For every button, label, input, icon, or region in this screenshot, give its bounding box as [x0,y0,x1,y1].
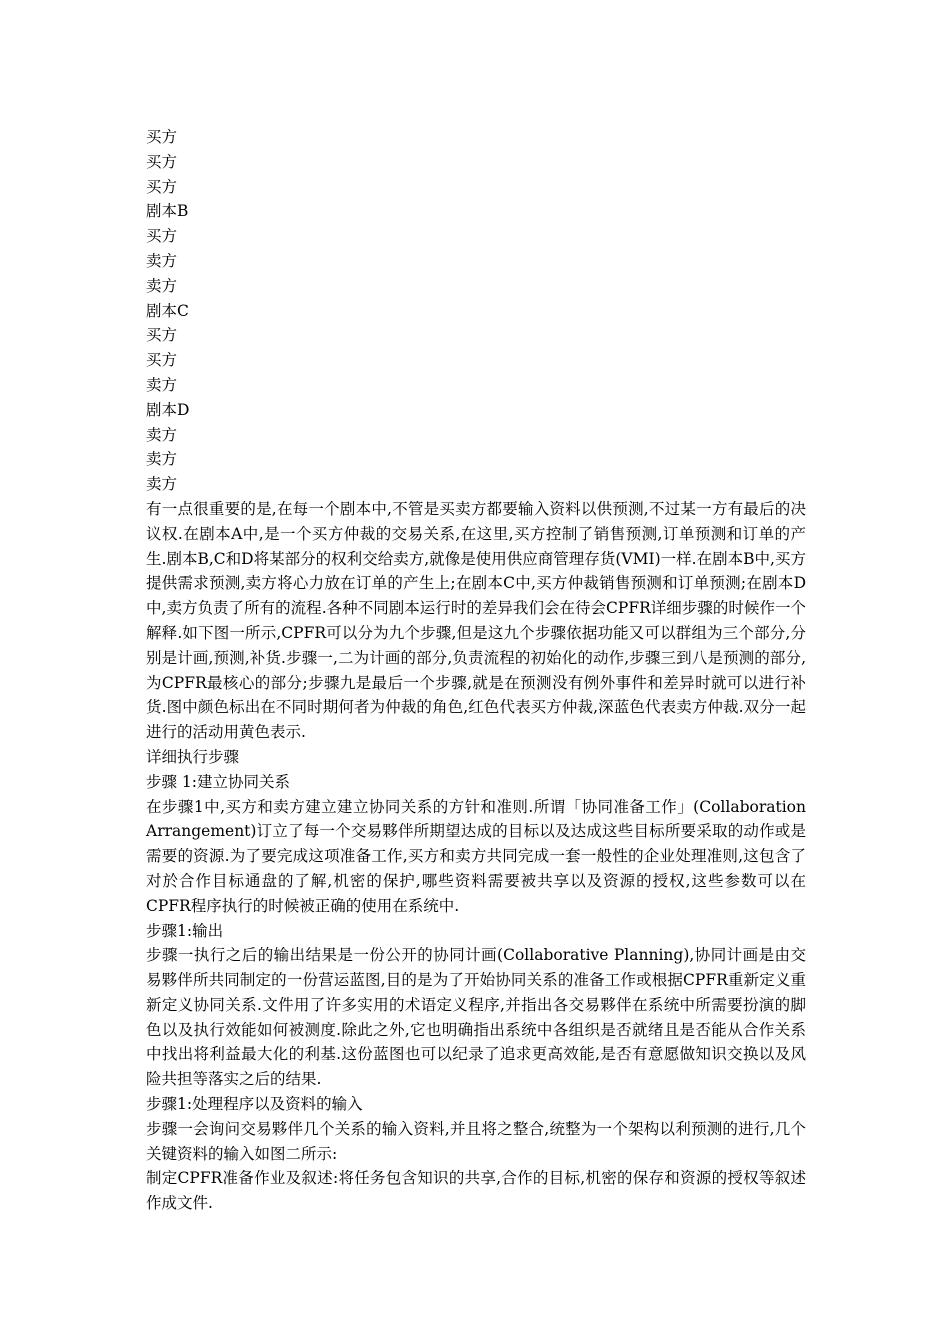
role-line: 买方 [146,351,178,370]
step1-input-paragraph: 步骤一会询问交易夥伴几个关系的输入资料,并且将之整合,统整为一个架构以利预测的进行,几个关键资料的输入如图二所示: [146,1119,806,1163]
section-title: 详细执行步骤 [146,747,240,766]
intro-paragraph: 有一点很重要的是,在每一个剧本中,不管是买卖方都要输入资料以供预测,不过某一方有最后的决议权.在剧本A中,是一个买方仲裁的交易关系,在这里,买方控制了销售预测,订单预测和订单的产生.剧本B,C和D将某部分的权利交给卖方,就像是使用供应商管理存货(VMI)一样.在剧本B中,买方提供需求预测,卖方将心力放在订单的产生上;在剧本C中,买方仲裁销售预测和订单预测;在剧本D中,卖方负责了所有的流程.各种不同剧本运行时的差异我们会在待会CPFR详细步骤的时候作一个解释.如下图一所示,CPFR可以分为九个步骤,但是这九个步骤依据功能又可以群组为三个部分,分别是计画,预测,补货.步骤一,二为计画的部分,负责流程的初始化的动作,步骤三到八是预测的部分,为CPFR最核心的部分;步骤九是最后一个步骤,就是在预测没有例外事件和差异时就可以进行补货.图中颜色标出在不同时期何者为仲裁的角色,红色代表买方仲裁,深蓝色代表卖方仲裁.双分一起进行的活动用黄色表示. [146,499,806,742]
step1-title: 步骤 1:建立协同关系 [146,772,291,791]
step1-input-item: 制定CPFR准备作业及叙述:将任务包含知识的共享,合作的目标,机密的保存和资源的授权等叙述作成文件. [146,1169,806,1213]
role-line: 买方 [146,177,178,196]
role-line: 卖方 [146,251,178,270]
step1-output-title: 步骤1:输出 [146,921,224,940]
role-line: 买方 [146,152,178,171]
role-line: 卖方 [146,375,178,394]
role-line: 卖方 [146,475,178,494]
role-line: 买方 [146,128,178,146]
role-line: 卖方 [146,450,178,469]
step1-input-title: 步骤1:处理程序以及资料的输入 [146,1095,363,1114]
document-body [146,125,806,1216]
scenario-label: 剧本C [146,301,189,320]
role-line: 买方 [146,227,178,246]
step1-output-paragraph: 步骤一执行之后的输出结果是一份公开的协同计画(Collaborative Planning),协同计画是由交易夥伴所共同制定的一份营运蓝图,目的是为了开始协同关系的准备工作或根据CPFR重新定义重新定义协同关系.文件用了许多实用的术语定义程序,并指出各交易夥伴在系统中所需要扮演的脚色以及执行效能如何被测度.除此之外,它也明确指出系统中各组织是否就绪且是否能从合作关系中找出将利益最大化的利基.这份蓝图也可以纪录了追求更高效能,是否有意愿做知识交换以及风险共担等落实之后的结果. [146,946,806,1089]
role-line: 买方 [146,326,178,345]
role-line: 卖方 [146,276,178,295]
scenario-label: 剧本B [146,202,189,221]
role-line: 卖方 [146,425,178,444]
step1-paragraph: 在步骤1中,买方和卖方建立建立协同关系的方针和准则.所谓「协同准备工作」(Collaboration Arrangement)订立了每一个交易夥伴所期望达成的目标以及达成这些目标所要采取的动作或是需要的资源.为了要完成这项准备工作,买方和卖方共同完成一套一般性的企业处理准则,这包含了对於合作目标通盘的了解,机密的保护,哪些资料需要被共享以及资源的授权,这些参数可以在CPFR程序执行的时候被正确的使用在系统中. [146,797,806,915]
scenario-label: 剧本D [146,400,190,419]
